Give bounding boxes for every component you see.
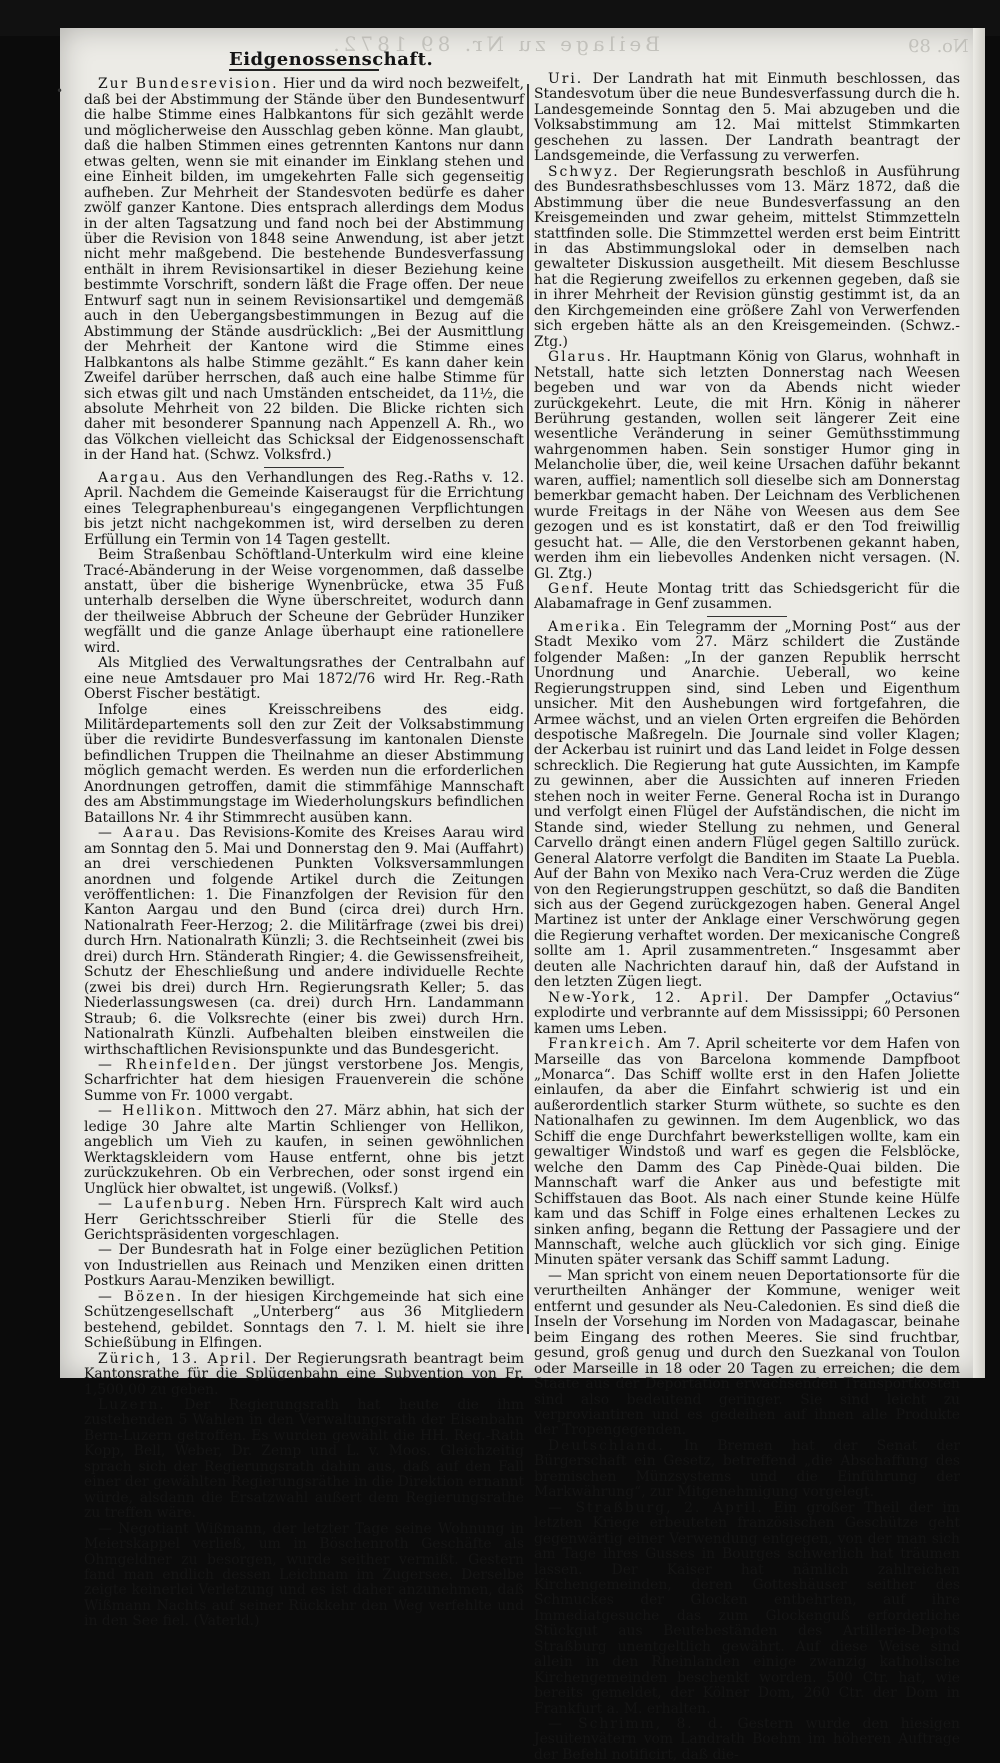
section-title: Eidgenossenschaft. — [229, 49, 434, 70]
article-bundesrevision: Zur Bundesrevision. Hier und da wird noch bezweifelt, daß bei der Abstimmung der Stände über den Bundesentwurf die halbe Stimme eines Halbkantons für sich gezählt werde und möglicherweise den Ausschlag geben könne. Man glaubt, daß die halben Stimmen eines getrennten Kantons nur dann etwas gelten, wenn sie mit einander im Einklang stehen und eine Einheit bilden, im umgekehrten Falle sich gegenseitig aufheben. Zur Mehrheit der Standesvoten bedürfe es daher zwölf ganzer Kantone. Dies entsprach allerdings dem Modus in der alten Tagsatzung und fand noch bei der Abstimmung über die Revision von 1848 seine Anwendung, ist aber jetzt nicht mehr maßgebend. Die bestehende Bundesverfassung enthält in ihrem Revisionsartikel in dieser Beziehung keine bestimmte Vorschrift, sondern läßt die Frage offen. Der neue Entwurf sagt nun in seinem Revisionsartikel und demgemäß auch in den Uebergangsbestimmungen in Bezug auf die Abstimmung der Stände ausdrücklich: „Bei der Ausmittlung der Mehrheit der Kantone wird die Stimme eines Halbkantons als halbe Stimme gezählt.“ Es kann daher kein Zweifel darüber herrschen, daß auch eine halbe Stimme für sich etwas gilt und nach Umständen entscheidet, da 11½, die absolute Mehrheit von 22 bilden. Die Blicke richten sich daher mit besonderer Spannung nach Appenzell A. Rh., wo das Völkchen vielleicht das Schicksal der Eidgenossenschaft in der Hand hat. (Schwz. Volksfrd.) — [84, 76, 524, 464]
newspaper-page — [56, 28, 985, 1763]
article-centralbahn: Als Mitglied des Verwaltungsrathes der Centralbahn auf eine neue Amtsdauer pro Mai 1872/76 wird Hr. Reg.-Rath Oberst Fischer bestätigt. — [84, 655, 524, 703]
article-strassburg: — Straßburg, 2. April. Ein großer Theil der im letzten Kriege erbeuteten französischen Geschütze geht gegenwärtig einer Verwendung entgegen, von der man sich am Tage ihres Gusses in Bourges schwerlich hat träumen lassen. Der Kaiser hat nämlich zahlreichen Kirchengemeinden, deren Gotteshäuser seither des Schmuckes der Glocken entbehrten, auf ihre Immediatgesuche das zum Glockenguß erforderliche Stückgut aus Beutebeständen des Artillerie-Depots Straßburg unentgeltlich gewährt. Auf diese Weise sind allein in den Rheinlanden einige zwanzig katholische Kirchengemeinden beschenkt worden. 500 Ctr. hat, wie bereits gemeldet, der Kölner Dom, 260 Ctr. der Dom in Frankfurt a. M. erhalten. — [534, 1499, 960, 1717]
separator — [264, 467, 344, 468]
article-deutschland: Deutschland. In Bremen hat der Senat der Bürgerschaft ein Gesetz, betreffend „die Abschaffung des bremischen Münzsystems und die Einführung der Markwährung“, zur Mitgenehmigung vorgelegt. — [534, 1437, 960, 1501]
article-aarau: — Aarau. Das Revisions-Komite des Kreises Aarau wird am Sonntag den 5. Mai und Donnerstag den 9. Mai (Auffahrt) an drei verschiedenen Punkten Volksversammlungen anordnen und folgende Artikel durch die Zeitungen veröffentlichen: 1. Die Finanzfolgen der Revision für den Kanton Aargau und den Bund (circa drei) durch Hrn. Nationalrath Feer-Herzog; 2. die Militärfrage (zwei bis drei) durch Hrn. Nationalrath Künzli; 3. die Rechtseinheit (zwei bis drei) durch Hrn. Ständerath Ringier; 4. die Gewissensfreiheit, Schutz der Eheschließung und andere individuelle Rechte (zwei bis drei) durch Hrn. Regierungsrath Keller; 5. das Niederlassungswesen (ca. drei) durch Hrn. Landammann Straub; 6. die Volksrechte (einer bis zwei) durch Hrn. Nationalrath Künzli. Aufbehalten bleiben einstweilen die wirthschaftlichen Revisionspunkte und das Bundesgericht. — [84, 825, 524, 1058]
separator — [707, 616, 787, 617]
source-credit: (Vaterld.) — [193, 1613, 260, 1630]
article-zuerich: Zürich, 13. April. Der Regierungsrath beantragt beim Kantonsrathe für die Splügenbahn eine Subvention von Fr. 1,500,00 zu geben. — [84, 1350, 524, 1398]
article-militaer: Infolge eines Kreisschreibens des eidg. Militärdepartements soll den zur Zeit der Volksabstimmung über die revidirte Bundesverfassung im kantonalen Dienste befindlichen Truppen die Theilnahme an dieser Abstimmung möglich gemacht werden. Es werden nun die erforderlichen Anordnungen getroffen, damit die stimmfähige Mannschaft des am Abstimmungstage im Wiederholungskurs befindlichen Bataillons Nr. 4 ihr Stimmrecht ausüben kann. — [84, 701, 524, 826]
article-deportation: — Man spricht von einem neuen Deportationsorte für die verurtheilten Anhänger der Kommune, weniger weit entfernt und gesunder als Neu-Caledonien. Es sind dieß die Inseln der Vorsehung im Norden von Madagascar, beinahe beim Eingang des rothen Meeres. Sie sind fruchtbar, gesund, groß genug und durch den Suezkanal von Toulon oder Marseille in 18 oder 20 Tagen zu erreichen; die dem Staate aus der Deportation erwachsenden Transportkosten sind also bedeutend geringer. Sie sind leicht zu verproviantiren und es gedeihen auf ihnen alle Produkte der Tropengegenden. — [534, 1267, 960, 1439]
source-credit: (N. Gl. Ztg.) — [534, 550, 960, 582]
article-frankreich: Frankreich. Am 7. April scheiterte vor dem Hafen von Marseille das von Barcelona kommende Dampfboot „Monarca“. Das Schiff wollte erst in den Hafen Joliette einlaufen, da aber die Einfahrt schwierig ist und ein außerordentlich starker Sturm wüthete, so suchte es den Nationalhafen zu gewinnen. Im dem Augenblick, wo das Schiff die enge Durchfahrt bewerkstelligen wollte, kam ein gewaltiger Windstoß und warf es gegen die Felsblöcke, welche den Damm des Cap Pinède-Quai bilden. Die Mannschaft warf die Anker aus und befestigte mit Schiffstauen das Boot. Als nach einer Stunde keine Hülfe kam und das Schiff in Folge eines erhaltenen Leckes zu sinken anfing, begann die Rettung der Passagiere und der Mannschaft, welche auch glücklich vor sich ging. Einige Minuten später versank das Schiff sammt Ladung. — [534, 1036, 960, 1269]
article-rheinfelden: — Rheinfelden. Der jüngst verstorbene Jos. Mengis, Scharfrichter hat dem hiesigen Frauenverein die schöne Summe von Fr. 1000 vergabt. — [84, 1057, 524, 1104]
article-wissmann: — Negotiant Wißmann, der letzter Tage seine Wohnung in Meierskappel verließ, um in Böschenroth Geschäfte als Ohmgeldner zu besorgen, wurde seither vermißt. Gestern fand man endlich dessen Leichnam im Zugersee. Derselbe zeigte keinerlei Verletzung und es ist daher anzunehmen, daß Wißmann Nachts auf seiner Rückkehr den Weg verfehlte und in den See fiel. (Vaterld.) — [84, 1520, 524, 1630]
bleed-through-header: Beilage zu Nr. 89 1872. — [329, 32, 660, 56]
bleed-through-number: No. 89 — [908, 36, 969, 57]
article-genf: Genf. Heute Montag tritt das Schiedsgericht für die Alabamafrage in Genf zusammen. — [534, 580, 960, 613]
page-edge-shadow — [973, 28, 985, 1378]
article-luzern: Luzern. Der Regierungsrath hat heute die ihm zustehenden 5 Wahlen in den Verwaltungsrath der Eisenbahn Bern-Luzern getroffen. Es wurden gewählt die HH. Reg.-Rath Kopp, Bell, Weber, Dr. Zemp und L. v. Moos. Gleichzeitig sprach sich der Regierungsrath dahin aus, daß auf den Fall einer der gewählten Regierungsräthe in die Direktion ernannt würde, alsdann die Ersatzwahl außert dem Regierungsrathe zu treffen wäre. — [84, 1396, 524, 1522]
article-laufenburg: — Laufenburg. Neben Hrn. Fürsprech Kalt wird auch Herr Gerichtsschreiber Stierli für die Stelle des Gerichtspräsidenten vorgeschlagen. — [84, 1196, 524, 1243]
article-schrimm: — Schrimm, 8. d. Gestern wurde den hiesigen Jesuitenvätern vom Landrath Boehm im höheren Auftrage der Befehl notificirt, daß die- — [534, 1716, 960, 1763]
left-column — [84, 49, 524, 1630]
article-boezen: — Bözen. In der hiesigen Kirchgemeinde hat sich eine Schützengesellschaft „Unterberg“ aus 36 Mitgliedern bestehend, gebildet. Sonntags den 7. l. M. hielt sie ihre Schießübung in Elfingen. — [84, 1288, 524, 1352]
article-amerika: Amerika. Ein Telegramm der „Morning Post“ aus der Stadt Mexiko vom 27. März schildert die Zustände folgender Maßen: „In der ganzen Republik herrscht Unordnung und Anarchie. Ueberall, wo keine Regierungstruppen sind, sind Leben und Eigenthum unsicher. Mit den Aushebungen wird fortgefahren, die Armee wächst, und an vielen Orten ergreifen die Behörden despotische Maßregeln. Die Journale sind voller Klagen; der Ackerbau ist ruinirt und das Land leidet in Folge dessen schrecklich. Die Regierung hat gute Aussichten, im Kampfe zu gewinnen, aber die Aussichten auf inneren Frieden stehen noch in weiter Ferne. General Rocha ist in Durango und verfolgt einen Flügel der Aufständischen, die nicht im Stande sind, wieder Stellung zu nehmen, und General Carvello drängt einen andern Flügel gegen Saltillo zurück. General Alatorre verfolgt die Banditen im Staate La Puebla. Auf der Bahn von Mexiko nach Vera-Cruz werden die Züge von den Regierungstruppen geschützt, so daß die Banditen sich aus der Gegend zurückgezogen haben. General Angel Martinez ist unter der Anklage einer Verschwörung gegen die Regierung verhaftet worden. Der mexicanische Congreß sollte am 1. April zusammentreten.“ Insgesammt aber deuten alle Nachrichten darauf hin, daß der Aufstand in den letzten Zügen liegt. — [534, 618, 960, 991]
right-column — [534, 71, 961, 1763]
source-credit: (Schwz.-Ztg.) — [534, 318, 960, 350]
article-bundesrath: — Der Bundesrath hat in Folge einer bezüglichen Petition von Industriellen aus Reinach und Menziken einen dritten Postkurs Aarau-Menziken bewilligt. — [84, 1242, 524, 1290]
source-credit: (Volksf.) — [341, 1180, 399, 1197]
article-strassenbau: Beim Straßenbau Schöftland-Unterkulm wird eine kleine Tracé-Abänderung in der Weise vorgenommen, daß dasselbe anstatt, über die bisherige Wynenbrücke, etwa 35 Fuß unterhalb derselben die Wyne überschreitet, wodurch dann der theilweise Abbruch der Scheune der Gebrüder Hunziker wegfällt und die ganze Anlage überhaupt eine rationellere wird. — [84, 547, 524, 656]
article-uri: Uri. Der Landrath hat mit Einmuth beschlossen, das Standesvotum über die neue Bundesverfassung durch die h. Landesgemeinde Sonntag den 5. Mai abzugeben und die Volksabstimmung am 12. Mai mittelst Stimmkarten geschehen zu lassen. Der Landrath beantragt der Landsgemeinde, die Verfassung zu verwerfen. — [534, 71, 960, 165]
article-hellikon: — Hellikon. Mittwoch den 27. März abhin, hat sich der ledige 30 Jahre alte Martin Schlienger von Hellikon, angeblich um Vieh zu kaufen, in seinen gewöhnlichen Werktagskleidern vom Hause entfernt, ohne bis jetzt zurückzukehren. Ob ein Verbrechen, oder sonst irgend ein Unglück hier obwaltet, ist ungewiß. (Volksf.) — [84, 1103, 524, 1197]
article-new-york: New-York, 12. April. Der Dampfer „Octavius“ explodirte und verbrannte auf dem Mississippi; 60 Personen kamen ums Leben. — [534, 989, 961, 1037]
article-aargau: Aargau. Aus den Verhandlungen des Reg.-Raths v. 12. April. Nachdem die Gemeinde Kaiseraugst für die Errichtung eines Telegraphenbureau's eingegangenen Verpflichtungen bis jetzt nicht nachgekommen ist, wird derselben zu deren Erfüllung ein Termin von 14 Tagen gestellt. — [84, 469, 524, 548]
column-divider — [527, 84, 529, 1334]
margin-bullet: • — [56, 84, 64, 98]
article-schwyz: Schwyz. Der Regierungsrath beschloß in Ausführung des Bundesrathsbeschlusses vom 13. März 1872, daß die Abstimmung über die neue Bundesverfassung an den Kreisgemeinden und zwar geheim, mittelst Stimmzetteln stattfinden solle. Die Stimmzettel werden erst beim Eintritt in das Abstimmungslokal oder in demselben nach gewalteter Diskussion ausgetheilt. Mit diesem Beschlusse hat die Regierung zweifellos zu erkennen gegeben, daß sie in ihrer Mehrheit der Revision günstig gestimmt ist, da an den Kirchgemeinden eine größere Zahl von Verwerfenden sich ergeben hätte als an den Kreisgemeinden. (Schwz.-Ztg.) — [534, 163, 960, 350]
source-credit: (Schwz. Volksfrd.) — [204, 447, 332, 464]
article-glarus: Glarus. Hr. Hauptmann König von Glarus, wohnhaft in Netstall, hatte sich letzten Donnerstag nach Weesen begeben und war von da Abends nicht wieder zurückgekehrt. Leute, die mit Hrn. König in näherer Berührung gestanden, wollen seit längerer Zeit eine wesentliche Veränderung in seiner Gemüthsstimmung wahrgenommen haben. Sein sonstiger Humor ging in Melancholie über, die, weil keine Ursachen daführ bekannt waren, auffiel; namentlich soll dieselbe sich am Donnerstag bemerkbar gemacht haben. Der Leichnam des Verblichenen wurde Freitags in der Nähe von Weesen aus dem See gezogen und es ist konstatirt, daß er den Tod freiwillig gesucht hat. — Alle, die den Verstorbenen gekannt haben, werden ihm ein liebevolles Andenken nicht versagen. (N. Gl. Ztg.) — [534, 349, 960, 582]
